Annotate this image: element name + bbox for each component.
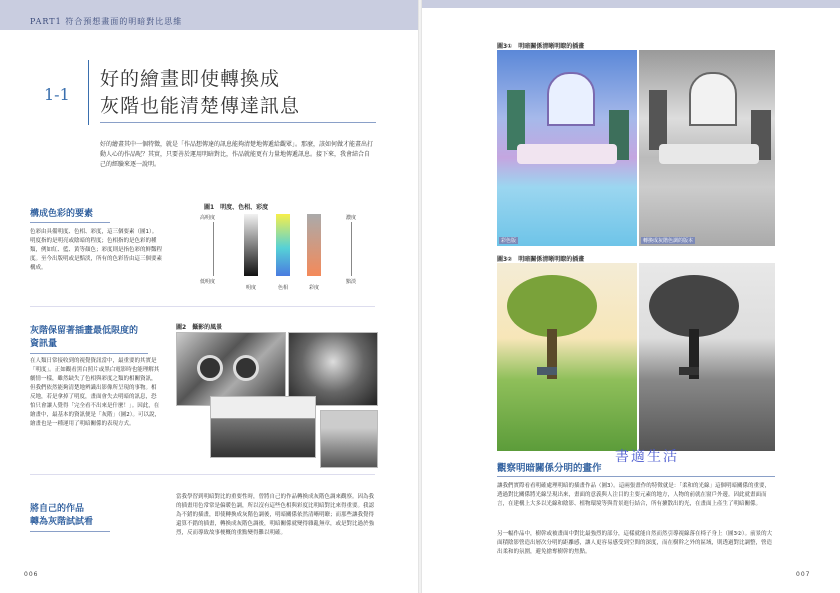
chapter-divider xyxy=(88,60,89,125)
watermark: 書適生活 xyxy=(615,449,679,465)
fig3-2-caption: 圖3② 明暗關係清晰明瞭的插畫 xyxy=(497,256,585,263)
illustration-tree-color xyxy=(497,263,637,451)
fig1-brightness-axis xyxy=(213,222,214,276)
bathtub xyxy=(659,144,759,164)
section2-title-line1: 灰階保留著插畫最低限度的 xyxy=(30,326,139,336)
section-divider xyxy=(30,474,375,475)
bathtub xyxy=(517,144,617,164)
chapter-number: 1-1 xyxy=(44,85,70,104)
section-divider xyxy=(30,306,375,307)
right-section-title: 觀察明暗關係分明的畫作 xyxy=(497,463,602,474)
fig1-label-hue: 色相 xyxy=(278,285,289,291)
fig2-caption: 圖2 攝影的風景 xyxy=(176,324,223,331)
illustration-tree-gray xyxy=(639,263,775,451)
section3-title xyxy=(30,503,93,529)
section1-title: 構成色彩的要素 xyxy=(30,209,94,219)
washer-door xyxy=(197,355,223,381)
fig3-1-caption: 圖3① 明暗關係清晰明瞭的插畫 xyxy=(497,43,585,50)
section3-rule xyxy=(30,531,110,532)
arched-window xyxy=(547,72,595,126)
bench xyxy=(537,367,557,375)
fig1-thick-label: 濃度 xyxy=(346,215,357,221)
right-section-body1: 讓我們實際看看明確處理明暗的插畫作品（圖3）。這兩張畫作的特徵就是：「柔和的光線」這個明暗關係的重要，透過對比關係將光線呈現出來，畫面的意義與人注目的主要元素的地方，人物的前就在窗戶外邊。因此就畫面而言，在建構上大多以光線和陰影、植物環境等與背景進行結合，所有擴散出的光，在畫面上產生了明暗關係。 xyxy=(497,483,771,507)
title-rule xyxy=(100,122,376,123)
bench xyxy=(679,367,699,375)
part-header: PART1 符合預想畫面的明暗對比思維 xyxy=(30,17,183,26)
intro-paragraph: 好的繪畫其中一個特徵，就是「作品想傳達的訊息能夠清楚地傳遞給觀眾」。那麼，該如何做才能畫出打動人心的作品呢？其實，只要善於運用明暗對比，作品就能更有力量地傳遞訊息。接下來，我會結合自己的經驗來逐一說明。 xyxy=(100,141,374,168)
section3-body: 當我學習到明暗對比的重要性時，曾將自己的作品轉換成灰階色調來觀察。因為我的插畫用色常常是偏暖色調，所以沒有這些色相與彩度比明暗對比來得重要。我認為不錯的插畫，即使轉換成灰階色調後，明暗關係依然清晰明瞭；而那些讓我覺得還算不錯的插畫，轉換成灰階色調後，明暗關係就變得雜亂無章，或是對比過於強烈，反而導致故事梗概的重點變得難以明確。 xyxy=(176,494,375,536)
chapter-title-line1: 好的繪畫即使轉換成 xyxy=(100,68,281,90)
illustration-bath-color xyxy=(497,50,637,246)
section1-body: 色彩由具備明度、色相、彩度，這三個要素（圖1）。明度指的是明亮或陰暗的程度；色相指的是色彩的種類，例如紅、藍、黃等顏色；彩度則是指色彩的鮮豔程度。至今出版明或是黯淡，所有的色彩皆由這三個要素構成。 xyxy=(30,229,163,271)
tree-canopy xyxy=(507,275,597,337)
photo-field xyxy=(210,396,316,458)
chapter-title-line2: 灰階也能清楚傳達訊息 xyxy=(100,95,301,117)
fig1-dull-label: 黯淡 xyxy=(346,279,357,285)
fig1-high-label: 高明度 xyxy=(200,215,216,221)
fig1-label-saturation: 彩度 xyxy=(309,285,320,291)
fig1-caption: 圖1 明度、色相、彩度 xyxy=(204,204,269,211)
section2-rule xyxy=(30,353,148,354)
fig1-low-label: 低明度 xyxy=(200,279,216,285)
section2-title-line2: 資訊量 xyxy=(30,339,58,349)
right-section-rule xyxy=(497,476,775,477)
book-spine xyxy=(418,0,422,593)
saturation-bar xyxy=(307,214,321,276)
section3-title-line1: 將自己的作品 xyxy=(30,504,85,514)
illustration-bath-gray xyxy=(639,50,775,246)
tag-gray-version: 轉換成灰階色調的版本 xyxy=(643,238,694,244)
washer-door xyxy=(233,355,259,381)
page-number-right: 007 xyxy=(796,571,811,578)
tag-color-version: 彩色版 xyxy=(501,238,517,244)
section2-title xyxy=(30,325,138,351)
hue-bar xyxy=(276,214,290,276)
section3-title-line2: 轉為灰階試試看 xyxy=(30,517,94,527)
fig1-saturation-axis xyxy=(351,222,352,276)
section1-rule xyxy=(30,222,110,223)
section2-body: 在人類日常接收到的視覺資訊當中，最重要的其實是「明度」。正如觀看黑白照片或黑白電影時也能理解其劇情一樣，雖然缺失了色相與彩度之類的相關資訊，但我們依然能夠清楚地辨識出影像所呈現的事物。相反地，若是拿掉了明度，畫面會失去明暗的訊息，恐怕只會讓人覺得「完全看不出來是什麼！」。因此，在繪畫中，最基本的資訊便是「灰階」（圖2）。可以說，繪畫也是一種運用了明暗關係的表現方式。 xyxy=(30,358,161,427)
chapter-title xyxy=(100,66,300,120)
page-number-left: 006 xyxy=(24,571,39,578)
photo-tree-tunnel xyxy=(288,332,378,406)
right-section-body2: 另一幅作品中，樹幹或被畫面中對比最強烈的部分，這樣就能自然而然引導視線落在椅子身上（圖3②）。前景的大面積陰影營造出層次分明的距離感，讓人更容易感受到空間的深度，而在樹幹之外的區域，則透過對比調整，營造出柔和的氛圍，避免搶奪樹幹的焦點。 xyxy=(497,531,773,555)
plant xyxy=(507,90,525,150)
photo-railway xyxy=(320,410,378,468)
tree-canopy xyxy=(649,275,739,337)
brightness-bar xyxy=(244,214,258,276)
header-band-right xyxy=(420,0,840,8)
photo-laundromat xyxy=(176,332,286,406)
arched-window xyxy=(689,72,737,126)
fig1-label-brightness: 明度 xyxy=(246,285,257,291)
plant xyxy=(649,90,667,150)
